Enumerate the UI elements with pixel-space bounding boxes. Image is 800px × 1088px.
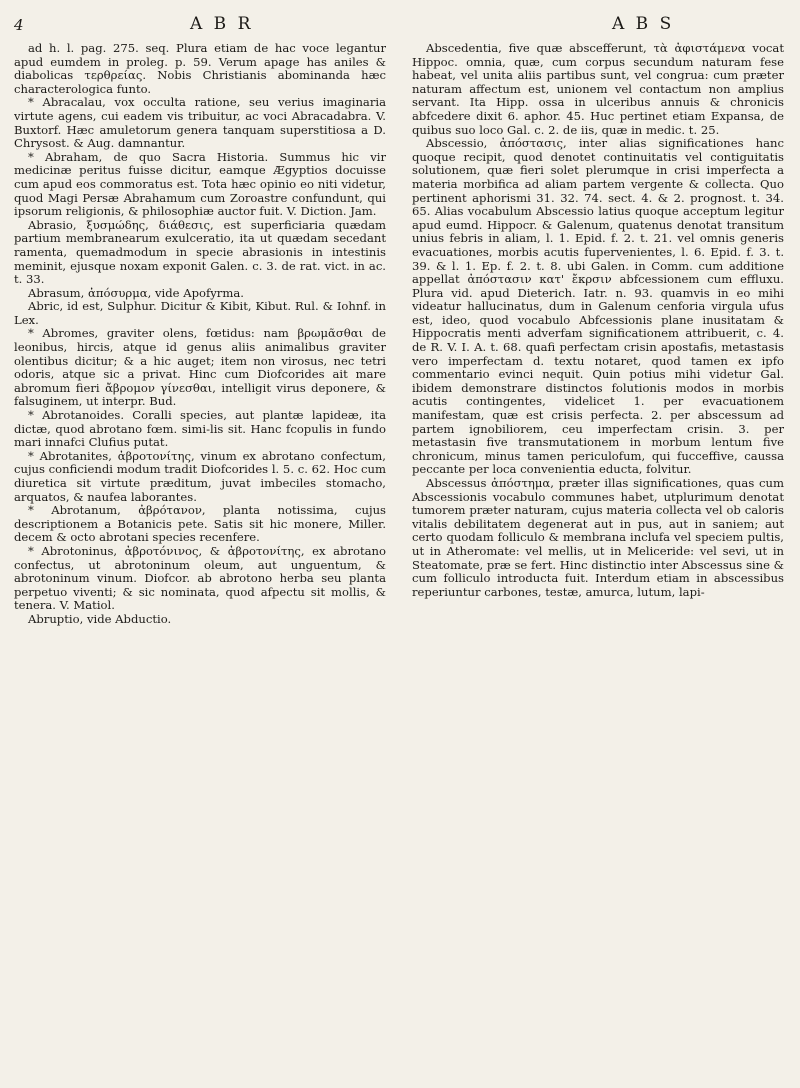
entry: * Abromes, graviter olens, fœtidus: nam βρωμᾶσθαι de leonibus, hircis, atque id genus aliis animalibus graviter olentibus dicitur; & a hic auget; item non virosus, nec tetri odoris, atque sic a privat. Hinc cum Diofcorides ait mare abromum fieri ἄβρομον γίνεσθαι, intelligit virus deponere, & falsuginem, ut interpr. Bud. [14,326,386,409]
entry: Abrasum, ἀπόσυρμα, vide Apofyrma. [28,285,244,300]
right-column [412,42,784,1082]
page-header [0,10,800,40]
entry: * Abrotoninus, ἀβροτόνινος, & ἀβροτονίτης, ex abrotano confectus, ut abrotoninum oleum, aut unguentum, & abrotoninum vinum. Diofcor. ab abrotono herba seu planta perpetuo viventi; & sic nominata, quod afpectu sit mollis, & tenera. V. Matiol. [14,543,386,613]
entry: * Abrotanum, ἀβρότανον, planta notissima, cujus descriptionem a Botanicis pete. Satis sit hic monere, Miller. decem & octo abrotani species recenfere. [14,503,386,545]
left-column [14,42,386,1082]
page-number: 4 [14,16,24,34]
entry: Abscessus ἀπόστημα, præter illas significationes, quas cum Abscessionis vocabulo communes habet, utplurimum denotat tumorem præter naturam, cujus materia collecta vel ob caloris vitalis debilitatem degenerat aut in pus, aut in saniem; aut certo quodam folliculo & membrana inclufa vel speciem pultis, ut in Atheromate: vel mellis, ut in Meliceride: vel sevi, ut in Steatomate, præ se fert. Hinc distinctio inter Abscessus sine & cum folliculo introducta fuit. Interdum etiam in abscessibus reperiuntur carbones, testæ, amurca, lutum, lapi- [412,476,784,599]
entry: Abric, id est, Sulphur. Dicitur & Kibit, Kibut. Rul. & Iohnf. in Lex. [14,299,386,327]
entry: * Abrotanoides. Coralli species, aut plantæ lapideæ, ita dictæ, quod abrotano fœm. simi-lis sit. Hanc fcopulis in fundo mari innafci Clufius putat. [14,408,386,450]
entry: Abscessio, ἀπόστασις, inter alias significationes hanc quoque recipit, quod denotet continuitatis vel contiguitatis solutionem, quæ fieri solet plerumque in crisi imperfecta a materia morbifica ad aliam partem vergente & collecta. Quo pertinent aphorismi 31. 32. 74. sect. 4. & 2. prognost. t. 34. 65. Alias vocabulum Abscessio latius quoque acceptum legitur apud eumd. Hippocr. & Galenum, quatenus denotat transitum unius febris in aliam, l. 1. Epid. f. 2. t. 21. vel omnis generis evacuationes, morbis acutis fupervenientes, l. 6. Epid. f. 3. t. 39. & l. 1. Ep. f. 2. t. 8. ubi Galen. in Comm. cum additione appellat ἀπόστασιν κατ' ἔκρσιν abfcessionem cum effluxu. Plura vid. apud Dieterich. Iatr. n. 93. quamvis in eo mihi videatur hallucinatus, dum in Galenum cenforia virgula ufus est, ideo, quod vocabulo Abfcessionis plane inusitatam & Hippocratis menti adverfam significationem attribuerit, c. 4. de R. V. I. A. t. 68. quafi perfectam crisin apostafis, metastasis vero imperfectam d. textu notaret, quod tamen ex ipfo commentario evinci nequit. Quin potius mihi videtur Gal. ibidem demonstrare distinctos folutionis modos in morbis acutis contingentes, videlicet 1. per evacuationem manifestam, quæ est crisis perfecta. 2. per abscessum ad partem ignobiliorem, ceu imperfectam crisin. 3. per metastasin five transmutationem in morbum lentum five chronicum, minus tamen periculofum, qui fucceffive, caussa peccante per loca convenientia educta, folvitur. [412,136,784,477]
entry: Abrasio, ξυσμώδης, διάθεσις, est superficiaria quædam partium membranearum exulceratio, ita ut quædam secedant ramenta, quemadmodum in specie abrasionis in intestinis meminit, ejusque noxam exponit Galen. c. 3. de rat. vict. in ac. t. 33. [14,217,386,287]
running-head-left: A B R [190,14,254,34]
entry: * Abraham, de quo Sacra Historia. Summus hic vir medicinæ peritus fuisse dicitur, eamque Ægyptios docuisse cum apud eos commoratus est. Tota hæc opinio eo niti videtur, quod Magi Persæ Abrahamum cum Zoroastre confundunt, qui ipsorum religionis, & philosophiæ auctor fuit. V. Diction. Jam. [14,149,386,219]
entry: ad h. l. pag. 275. seq. Plura etiam de hac voce legantur apud eumdem in proleg. p. 59. Verum apage has aniles & diabolicas τερθρείας. Nobis Christianis abominanda hæc characterologica funto. [14,42,386,96]
entry: * Abracalau, vox occulta ratione, seu verius imaginaria virtute agens, cui eadem vis tribuitur, ac voci Abracadabra. V. Buxtorf. Hæc amuletorum genera tanquam superstitiosa a D. Chrysost. & Aug. damnantur. [14,95,386,151]
entry: Abscedentia, five quæ abscefferunt, τὰ ἀφιστάμενα vocat Hippoc. omnia, quæ, cum corpus secundum naturam fese habeat, vel unita aliis partibus sunt, vel congrua: cum præter naturam affectum est, unionem vel contactum non amplius servant. Ita Hipp. ossa in ulceribus annuis & chronicis abfcedere dixit 6. aphor. 45. Huc pertinet etiam Expansa, de quibus suo loco Gal. c. 2. de iis, quæ in medic. t. 25. [412,42,784,137]
running-head-right: A B S [612,14,675,34]
entry: Abruptio, vide Abductio. [28,611,172,626]
entry: * Abrotanites, ἀβροτονίτης, vinum ex abrotano confectum, cujus conficiendi modum tradit Diofcorides l. 5. c. 62. Hoc cum diuretica sit virtute præditum, juvat imbeciles stomacho, arquatos, & naufea laborantes. [14,448,386,504]
